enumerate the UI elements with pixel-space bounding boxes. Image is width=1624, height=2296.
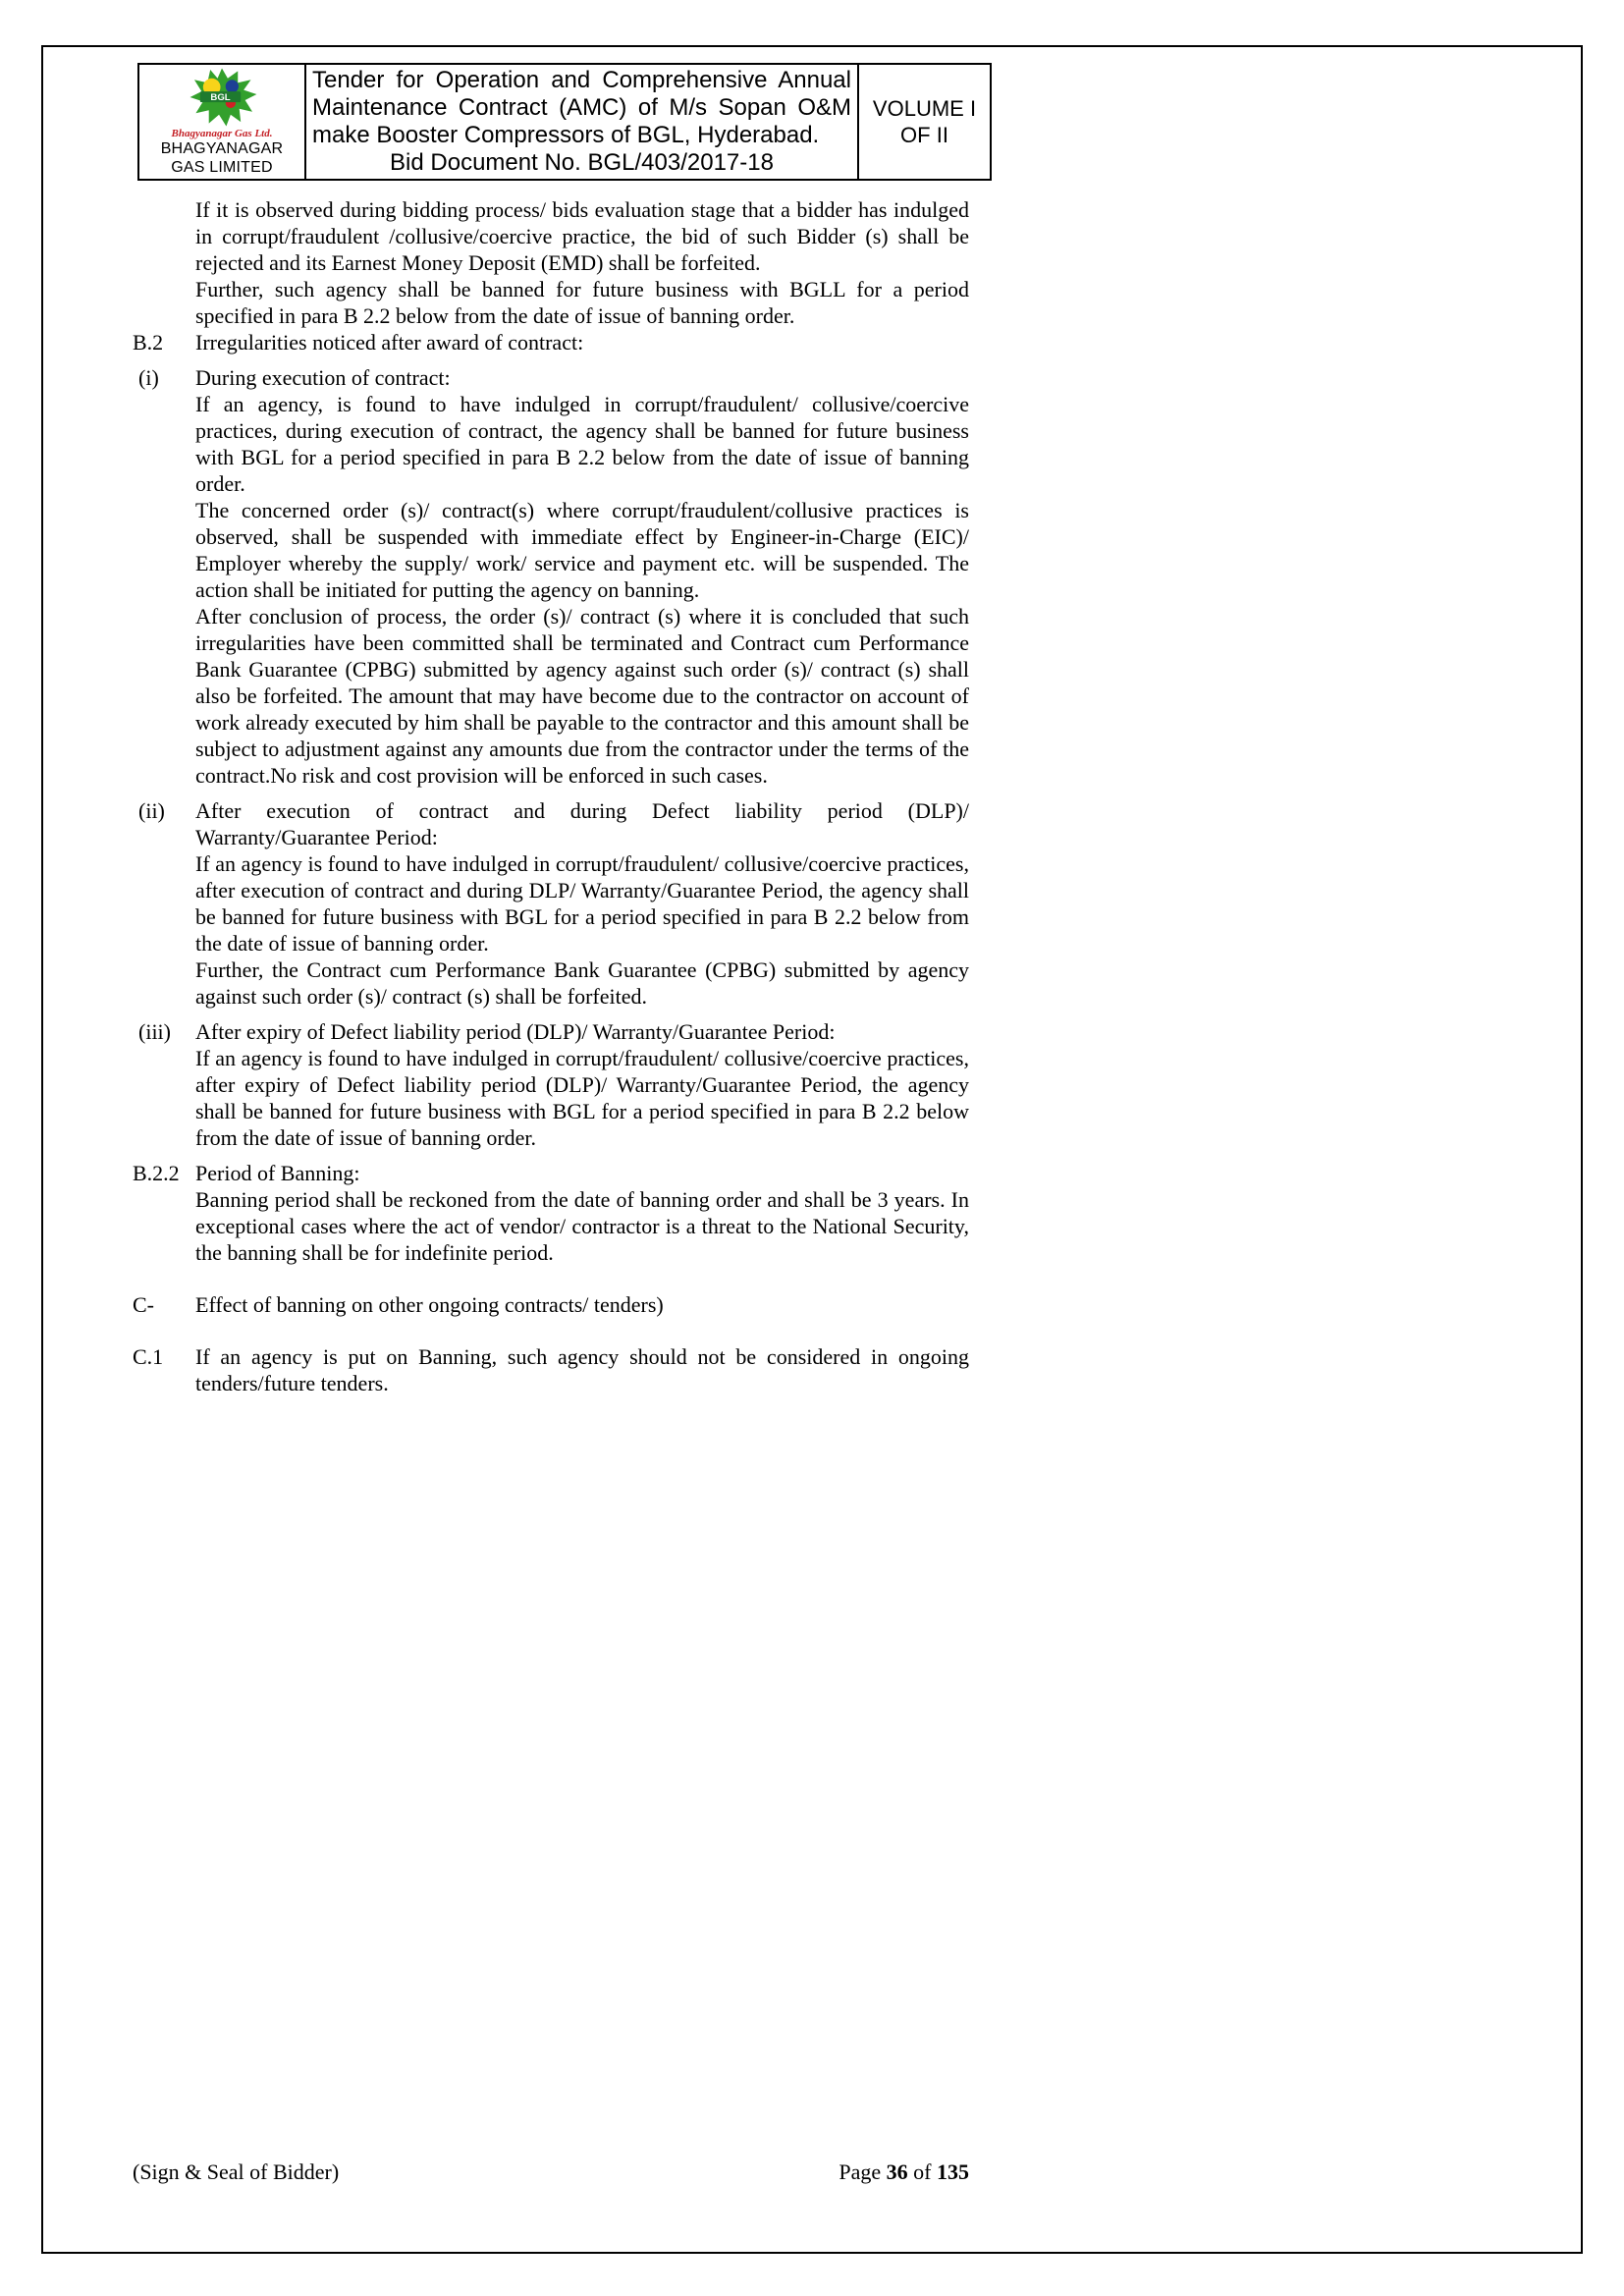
clause-label: B.2 xyxy=(133,330,164,355)
header-table xyxy=(137,63,992,181)
clause-paragraphs xyxy=(195,1018,969,1151)
clause-label: (i) xyxy=(138,365,159,390)
bgl-logo-icon xyxy=(186,67,258,128)
clause-paragraphs xyxy=(195,1160,969,1266)
tender-title: Tender for Operation and Comprehensive Annual Maintenance Contract (AMC) of M/s Sopan O&M make Booster Compressors of BGL, Hyderabad. xyxy=(312,67,851,148)
of-word: of xyxy=(913,2159,932,2184)
volume-cell xyxy=(858,64,991,180)
page-footer xyxy=(133,2159,969,2185)
clause-block-b2 xyxy=(133,329,969,355)
clause-paragraph: If an agency is found to have indulged in corrupt/fraudulent/ collusive/coercive practices, after execution of contract and during DLP/ Warranty/Guarantee Period, the agency shall be banned for future business with BGL for a period specified in para B 2.2 below from the date of issue of banning order. xyxy=(195,851,969,956)
clause-paragraph: The concerned order (s)/ contract(s) where corrupt/fraudulent/collusive practices is observed, shall be suspended with immediate effect by Engineer-in-Charge (EIC)/ Employer whereby the supply/ work/ service and payment etc. will be suspended. The action shall be initiated for putting the agency on banning. xyxy=(195,498,969,602)
clause-paragraphs xyxy=(195,364,969,789)
clause-block-b22 xyxy=(133,1160,969,1266)
page-total: 135 xyxy=(937,2159,969,2184)
clause-paragraph: If it is observed during bidding process/ bids evaluation stage that a bidder has indulged in corrupt/fraudulent /collusive/coercive practice, the bid of such Bidder (s) shall be rejected and its Earnest Money Deposit (EMD) shall be forfeited. xyxy=(195,197,969,275)
clause-block-c1 xyxy=(133,1343,969,1396)
clause-paragraph: Period of Banning: xyxy=(195,1161,360,1185)
clause-paragraph: After conclusion of process, the order (s)/ contract (s) where it is concluded that such irregularities have been committed shall be terminated and Contract cum Performance Bank Guarantee (CPBG) submitted by agency against such order (s)/ contract (s) shall also be forfeited. The amount that may have become due to the contractor on account of work already executed by him shall be payable to the contractor and this amount shall be subject to adjustment against any amounts due from the contractor under the terms of the contract.No risk and cost provision will be enforced in such cases. xyxy=(195,604,969,788)
clause-paragraph: After expiry of Defect liability period (DLP)/ Warranty/Guarantee Period: xyxy=(195,1019,836,1044)
clause-paragraph: Irregularities noticed after award of contract: xyxy=(195,330,584,355)
clause-paragraph: If an agency, is found to have indulged in corrupt/fraudulent/ collusive/coercive practices, during execution of contract, the agency shall be banned for future business with BGL for a period specified in para B 2.2 below from the date of issue of banning order. xyxy=(195,392,969,496)
clause-paragraphs xyxy=(195,196,969,329)
clause-paragraph: If an agency is put on Banning, such agency should not be considered in ongoing tenders/future tenders. xyxy=(195,1344,969,1395)
volume-line-1: VOLUME I xyxy=(872,96,977,121)
bid-document-number: Bid Document No. BGL/403/2017-18 xyxy=(390,149,774,176)
company-name: BHAGYANAGAR GAS LIMITED xyxy=(160,140,284,176)
clause-paragraph: Further, the Contract cum Performance Bank Guarantee (CPBG) submitted by agency against such order (s)/ contract (s) shall be forfeited. xyxy=(195,957,969,1009)
logo-monogram: BGL xyxy=(210,91,231,103)
clause-paragraphs xyxy=(195,1291,969,1318)
clause-paragraph: Effect of banning on other ongoing contracts/ tenders) xyxy=(195,1292,664,1317)
clause-block-c xyxy=(133,1291,969,1318)
clause-block-iii xyxy=(133,1018,969,1151)
page-word: Page xyxy=(839,2159,882,2184)
clause-block-i xyxy=(133,364,969,789)
clause-label: (ii) xyxy=(138,798,165,823)
clause-paragraphs xyxy=(195,1343,969,1396)
clause-label: B.2.2 xyxy=(133,1161,180,1185)
clause-label: (iii) xyxy=(138,1019,171,1044)
document-body xyxy=(133,196,969,1396)
page-number xyxy=(839,2159,969,2185)
clause-label: C- xyxy=(133,1292,154,1317)
header-row xyxy=(138,64,991,180)
clause-paragraph: After execution of contract and during Defect liability period (DLP)/ Warranty/Guarantee Period: xyxy=(195,798,969,849)
header-title-cell xyxy=(305,64,858,180)
clause-paragraph: During execution of contract: xyxy=(195,365,451,390)
clause-label: C.1 xyxy=(133,1344,164,1369)
clause-block-intro xyxy=(133,196,969,329)
logo-blue-dot xyxy=(226,80,239,92)
page-current: 36 xyxy=(886,2159,908,2184)
clause-paragraph: Banning period shall be reckoned from the date of banning order and shall be 3 years. In exceptional cases where the act of vendor/ contractor is a threat to the National Security, the banning shall be for indefinite period. xyxy=(195,1187,969,1265)
sign-seal-note: (Sign & Seal of Bidder) xyxy=(133,2159,340,2184)
company-logo-cell xyxy=(138,64,305,180)
logo-tagline: Bhagyanagar Gas Ltd. xyxy=(171,128,273,139)
clause-paragraph: If an agency is found to have indulged in corrupt/fraudulent/ collusive/coercive practices, after expiry of Defect liability period (DLP)/ Warranty/Guarantee Period, the agency shall be banned for future business with BGL for a period specified in para B 2.2 below from the date of issue of banning order. xyxy=(195,1046,969,1150)
volume-line-2: OF II xyxy=(900,123,948,147)
clause-label xyxy=(133,196,195,329)
clause-paragraph: Further, such agency shall be banned for future business with BGLL for a period specified in para B 2.2 below from the date of issue of banning order. xyxy=(195,277,969,328)
clause-paragraphs xyxy=(195,797,969,1010)
clause-block-ii xyxy=(133,797,969,1010)
clause-paragraphs xyxy=(195,329,969,355)
